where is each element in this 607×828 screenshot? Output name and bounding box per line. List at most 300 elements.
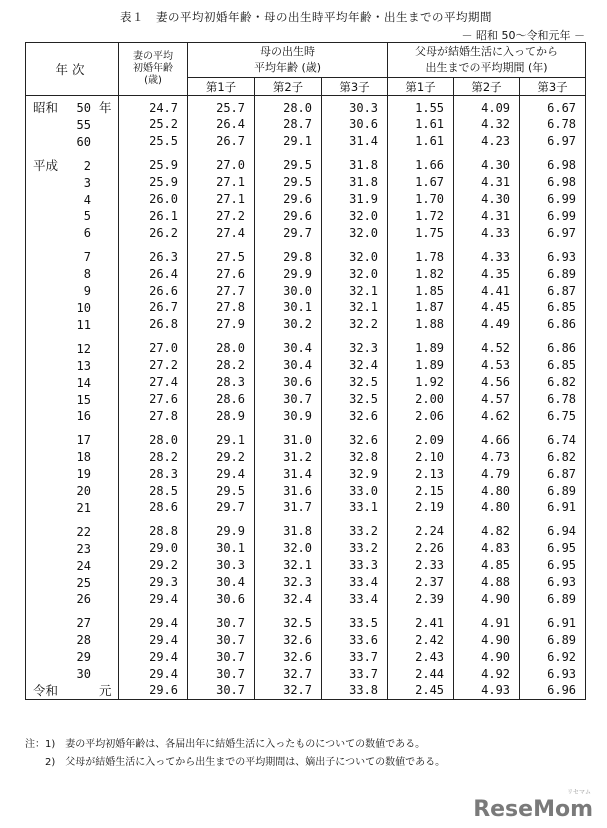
value-cell: 27.6 (188, 266, 255, 283)
value-cell: 1.66 (388, 158, 454, 175)
value-cell: 30.7 (188, 683, 255, 699)
value-cell: 6.91 (520, 615, 586, 632)
value-cell: 6.89 (520, 632, 586, 649)
year-cell (26, 541, 119, 558)
table-row (26, 649, 586, 666)
value-cell: 2.42 (388, 632, 454, 649)
value-cell: 28.7 (255, 117, 322, 134)
value-cell: 2.10 (388, 449, 454, 466)
year-cell (26, 632, 119, 649)
value-cell: 30.7 (188, 666, 255, 683)
value-cell: 4.35 (454, 266, 520, 283)
footnotes (25, 736, 445, 772)
value-cell: 6.98 (520, 175, 586, 192)
era-label: 令和 (33, 683, 59, 698)
value-cell: 29.5 (188, 483, 255, 500)
value-cell: 6.67 (520, 96, 586, 117)
value-cell: 4.91 (454, 615, 520, 632)
table-body (26, 96, 586, 700)
value-cell: 28.2 (119, 449, 188, 466)
table-row (26, 266, 586, 283)
value-cell: 1.55 (388, 96, 454, 117)
value-cell: 29.1 (188, 432, 255, 449)
value-cell: 29.7 (255, 225, 322, 242)
value-cell: 32.5 (322, 392, 388, 409)
year-number: 11 (76, 317, 91, 332)
value-cell: 29.9 (255, 266, 322, 283)
gap-cell (26, 242, 119, 249)
table-subtitle: － 昭和 50～令和元年 － (461, 29, 585, 42)
value-cell: 33.7 (322, 666, 388, 683)
year-number: 16 (76, 409, 91, 424)
value-cell: 6.82 (520, 449, 586, 466)
value-cell: 6.85 (520, 300, 586, 317)
value-cell: 4.23 (454, 134, 520, 151)
value-cell: 32.0 (322, 249, 388, 266)
year-number: 20 (76, 484, 91, 499)
gap-cell (188, 425, 255, 432)
value-cell: 29.0 (119, 541, 188, 558)
value-cell: 30.4 (188, 575, 255, 592)
value-cell: 27.7 (188, 283, 255, 300)
value-cell: 27.0 (119, 341, 188, 358)
value-cell: 26.4 (188, 117, 255, 134)
value-cell: 27.4 (188, 225, 255, 242)
value-cell: 2.09 (388, 432, 454, 449)
value-cell: 2.41 (388, 615, 454, 632)
value-cell: 4.57 (454, 392, 520, 409)
gap-cell (454, 334, 520, 341)
value-cell: 28.0 (255, 96, 322, 117)
value-cell: 4.45 (454, 300, 520, 317)
value-cell: 32.1 (322, 283, 388, 300)
value-cell: 31.0 (255, 432, 322, 449)
value-cell: 6.95 (520, 558, 586, 575)
value-cell: 4.33 (454, 225, 520, 242)
table-row (26, 500, 586, 517)
value-cell: 4.66 (454, 432, 520, 449)
value-cell: 29.4 (119, 666, 188, 683)
value-cell: 2.13 (388, 466, 454, 483)
value-cell: 31.6 (255, 483, 322, 500)
year-suffix: 元 (99, 683, 112, 698)
value-cell: 26.4 (119, 266, 188, 283)
value-cell: 30.7 (188, 615, 255, 632)
year-number: 25 (76, 575, 91, 590)
value-cell: 4.30 (454, 192, 520, 209)
year-cell (26, 449, 119, 466)
gap-cell (119, 151, 188, 158)
gap-cell (322, 517, 388, 524)
year-number: 6 (83, 226, 91, 241)
value-cell: 1.75 (388, 225, 454, 242)
value-cell: 6.82 (520, 375, 586, 392)
value-cell: 2.33 (388, 558, 454, 575)
value-cell: 4.52 (454, 341, 520, 358)
value-cell: 32.6 (255, 632, 322, 649)
gap-cell (520, 425, 586, 432)
year-number: 7 (83, 250, 91, 265)
table-row (26, 449, 586, 466)
value-cell: 33.5 (322, 615, 388, 632)
year-cell (26, 649, 119, 666)
value-cell: 6.89 (520, 266, 586, 283)
value-cell: 28.3 (119, 466, 188, 483)
value-cell: 6.92 (520, 649, 586, 666)
value-cell: 29.1 (255, 134, 322, 151)
value-cell: 31.4 (322, 134, 388, 151)
table-row (26, 192, 586, 209)
value-cell: 29.8 (255, 249, 322, 266)
gap-cell (454, 151, 520, 158)
table-title: 表１ 妻の平均初婚年齢・母の出生時平均年齢・出生までの平均期間 (120, 10, 492, 24)
gap-cell (255, 334, 322, 341)
table-row (26, 300, 586, 317)
value-cell: 29.4 (119, 591, 188, 608)
year-cell (26, 117, 119, 134)
gap-cell (119, 242, 188, 249)
value-cell: 26.8 (119, 317, 188, 334)
value-cell: 30.4 (255, 341, 322, 358)
value-cell: 26.7 (188, 134, 255, 151)
year-number: 4 (83, 192, 91, 207)
year-cell (26, 408, 119, 425)
gap-cell (520, 242, 586, 249)
year-number: 29 (76, 650, 91, 665)
value-cell: 6.75 (520, 408, 586, 425)
value-cell: 4.31 (454, 175, 520, 192)
value-cell: 30.6 (188, 591, 255, 608)
row-gap (26, 334, 586, 341)
value-cell: 32.1 (322, 300, 388, 317)
year-number: 12 (76, 341, 91, 356)
table-row (26, 666, 586, 683)
value-cell: 30.3 (188, 558, 255, 575)
year-cell (26, 483, 119, 500)
year-number: 3 (83, 175, 91, 190)
value-cell: 32.6 (255, 649, 322, 666)
table-row (26, 591, 586, 608)
year-number: 10 (76, 300, 91, 315)
value-cell: 32.0 (322, 208, 388, 225)
gap-cell (454, 242, 520, 249)
year-number: 13 (76, 358, 91, 373)
value-cell: 2.06 (388, 408, 454, 425)
gap-cell (388, 151, 454, 158)
value-cell: 32.3 (255, 575, 322, 592)
year-cell (26, 500, 119, 517)
year-number: 8 (83, 267, 91, 282)
value-cell: 1.92 (388, 375, 454, 392)
value-cell: 6.91 (520, 500, 586, 517)
row-gap (26, 242, 586, 249)
row-gap (26, 151, 586, 158)
value-cell: 33.7 (322, 649, 388, 666)
value-cell: 6.86 (520, 341, 586, 358)
value-cell: 4.79 (454, 466, 520, 483)
value-cell: 33.3 (322, 558, 388, 575)
value-cell: 27.0 (188, 158, 255, 175)
year-number: 5 (83, 209, 91, 224)
gap-cell (388, 517, 454, 524)
era-label: 平成 (33, 157, 59, 173)
value-cell: 4.62 (454, 408, 520, 425)
value-cell: 25.5 (119, 134, 188, 151)
year-number: 60 (76, 134, 91, 149)
value-cell: 1.85 (388, 283, 454, 300)
value-cell: 31.8 (255, 524, 322, 541)
value-cell: 2.19 (388, 500, 454, 517)
value-cell: 2.39 (388, 591, 454, 608)
gap-cell (255, 151, 322, 158)
value-cell: 1.88 (388, 317, 454, 334)
value-cell: 29.6 (255, 208, 322, 225)
table-row (26, 632, 586, 649)
table-row (26, 341, 586, 358)
table-row (26, 558, 586, 575)
gap-cell (188, 242, 255, 249)
value-cell: 6.87 (520, 466, 586, 483)
value-cell: 31.7 (255, 500, 322, 517)
value-cell: 32.5 (322, 375, 388, 392)
gap-cell (26, 608, 119, 615)
header-mother-second: 第2子 (255, 78, 322, 96)
value-cell: 28.6 (188, 392, 255, 409)
value-cell: 4.56 (454, 375, 520, 392)
value-cell: 6.97 (520, 134, 586, 151)
value-cell: 6.78 (520, 117, 586, 134)
gap-cell (322, 242, 388, 249)
value-cell: 30.6 (255, 375, 322, 392)
value-cell: 4.31 (454, 208, 520, 225)
year-cell (26, 392, 119, 409)
value-cell: 32.0 (255, 541, 322, 558)
year-cell (26, 524, 119, 541)
value-cell: 31.9 (322, 192, 388, 209)
value-cell: 27.1 (188, 192, 255, 209)
value-cell: 6.86 (520, 317, 586, 334)
value-cell: 29.2 (119, 558, 188, 575)
value-cell: 2.26 (388, 541, 454, 558)
value-cell: 4.32 (454, 117, 520, 134)
footnote: 2) 父母が結婚生活に入ってから出生までの平均期間は、嫡出子についての数値である。 (25, 757, 446, 768)
value-cell: 1.70 (388, 192, 454, 209)
table-row (26, 615, 586, 632)
year-number: 28 (76, 633, 91, 648)
header-period-third: 第3子 (520, 78, 586, 96)
value-cell: 32.0 (322, 225, 388, 242)
gap-cell (119, 425, 188, 432)
value-cell: 2.37 (388, 575, 454, 592)
gap-cell (26, 334, 119, 341)
value-cell: 6.78 (520, 392, 586, 409)
value-cell: 27.8 (188, 300, 255, 317)
value-cell: 29.6 (119, 683, 188, 699)
header-wife-age: 妻の平均 初婚年齢 (歳) (119, 43, 188, 96)
value-cell: 4.33 (454, 249, 520, 266)
value-cell: 33.0 (322, 483, 388, 500)
year-number: 27 (76, 616, 91, 631)
value-cell: 2.00 (388, 392, 454, 409)
value-cell: 30.3 (322, 96, 388, 117)
year-number: 9 (83, 284, 91, 299)
year-number: 22 (76, 524, 91, 539)
year-number: 26 (76, 592, 91, 607)
value-cell: 27.8 (119, 408, 188, 425)
value-cell: 32.5 (255, 615, 322, 632)
value-cell: 28.3 (188, 375, 255, 392)
year-cell (26, 341, 119, 358)
value-cell: 27.9 (188, 317, 255, 334)
header-period-second: 第2子 (454, 78, 520, 96)
value-cell: 6.98 (520, 158, 586, 175)
value-cell: 27.4 (119, 375, 188, 392)
table-row (26, 432, 586, 449)
table-row (26, 208, 586, 225)
value-cell: 32.4 (322, 358, 388, 375)
year-number: 14 (76, 375, 91, 390)
value-cell: 27.5 (188, 249, 255, 266)
footnote: 注：1) 妻の平均初婚年齢は、各届出年に結婚生活に入ったものについての数値である。 (25, 739, 426, 750)
value-cell: 30.7 (188, 649, 255, 666)
gap-cell (322, 608, 388, 615)
gap-cell (322, 425, 388, 432)
year-number: 19 (76, 467, 91, 482)
table-row (26, 225, 586, 242)
value-cell: 1.78 (388, 249, 454, 266)
value-cell: 33.6 (322, 632, 388, 649)
row-gap (26, 608, 586, 615)
year-number: 50 (76, 101, 91, 115)
year-cell (26, 317, 119, 334)
value-cell: 6.99 (520, 208, 586, 225)
gap-cell (188, 151, 255, 158)
value-cell: 31.2 (255, 449, 322, 466)
value-cell: 29.6 (255, 192, 322, 209)
value-cell: 6.85 (520, 358, 586, 375)
value-cell: 24.7 (119, 96, 188, 117)
gap-cell (255, 517, 322, 524)
gap-cell (388, 334, 454, 341)
year-number: 15 (76, 392, 91, 407)
gap-cell (26, 425, 119, 432)
value-cell: 29.4 (119, 632, 188, 649)
year-cell (26, 175, 119, 192)
year-cell (26, 266, 119, 283)
value-cell: 6.74 (520, 432, 586, 449)
value-cell: 33.4 (322, 575, 388, 592)
value-cell: 26.2 (119, 225, 188, 242)
gap-cell (119, 517, 188, 524)
row-gap (26, 425, 586, 432)
value-cell: 29.4 (119, 615, 188, 632)
year-cell (26, 683, 119, 699)
statistics-table (25, 42, 586, 700)
value-cell: 4.85 (454, 558, 520, 575)
value-cell: 29.9 (188, 524, 255, 541)
value-cell: 29.5 (255, 158, 322, 175)
era-label: 昭和 (33, 100, 59, 115)
value-cell: 4.80 (454, 500, 520, 517)
gap-cell (26, 517, 119, 524)
value-cell: 4.88 (454, 575, 520, 592)
value-cell: 31.8 (322, 158, 388, 175)
value-cell: 33.2 (322, 524, 388, 541)
value-cell: 32.7 (255, 666, 322, 683)
value-cell: 25.9 (119, 175, 188, 192)
year-cell (26, 375, 119, 392)
year-cell (26, 466, 119, 483)
year-number: 55 (76, 117, 91, 132)
gap-cell (520, 151, 586, 158)
value-cell: 1.61 (388, 117, 454, 134)
value-cell: 4.30 (454, 158, 520, 175)
gap-cell (26, 151, 119, 158)
table-row (26, 483, 586, 500)
value-cell: 6.87 (520, 283, 586, 300)
gap-cell (188, 334, 255, 341)
value-cell: 29.4 (119, 649, 188, 666)
value-cell: 28.9 (188, 408, 255, 425)
value-cell: 4.53 (454, 358, 520, 375)
year-number: 2 (83, 158, 91, 173)
value-cell: 6.89 (520, 591, 586, 608)
year-cell (26, 666, 119, 683)
table-row (26, 541, 586, 558)
header-period-first: 第1子 (388, 78, 454, 96)
table-row (26, 408, 586, 425)
gap-cell (322, 334, 388, 341)
table-row (26, 117, 586, 134)
value-cell: 1.89 (388, 341, 454, 358)
value-cell: 32.1 (255, 558, 322, 575)
value-cell: 4.41 (454, 283, 520, 300)
value-cell: 32.9 (322, 466, 388, 483)
table-row (26, 683, 586, 699)
year-cell (26, 575, 119, 592)
value-cell: 32.6 (322, 408, 388, 425)
table-row (26, 175, 586, 192)
value-cell: 32.2 (322, 317, 388, 334)
value-cell: 4.82 (454, 524, 520, 541)
year-cell (26, 225, 119, 242)
row-gap (26, 517, 586, 524)
value-cell: 1.72 (388, 208, 454, 225)
value-cell: 2.24 (388, 524, 454, 541)
header-mother-age-group: 母の出生時 平均年齢 (歳) (188, 43, 388, 78)
value-cell: 28.2 (188, 358, 255, 375)
value-cell: 31.4 (255, 466, 322, 483)
value-cell: 1.89 (388, 358, 454, 375)
year-cell (26, 283, 119, 300)
value-cell: 1.61 (388, 134, 454, 151)
year-cell (26, 158, 119, 175)
value-cell: 6.89 (520, 483, 586, 500)
value-cell: 2.43 (388, 649, 454, 666)
value-cell: 32.6 (322, 432, 388, 449)
value-cell: 26.3 (119, 249, 188, 266)
year-number: 17 (76, 433, 91, 448)
year-cell (26, 358, 119, 375)
gap-cell (255, 242, 322, 249)
year-number: 21 (76, 500, 91, 515)
value-cell: 1.67 (388, 175, 454, 192)
year-number: 18 (76, 450, 91, 465)
value-cell: 27.6 (119, 392, 188, 409)
value-cell: 26.6 (119, 283, 188, 300)
gap-cell (255, 425, 322, 432)
value-cell: 30.0 (255, 283, 322, 300)
